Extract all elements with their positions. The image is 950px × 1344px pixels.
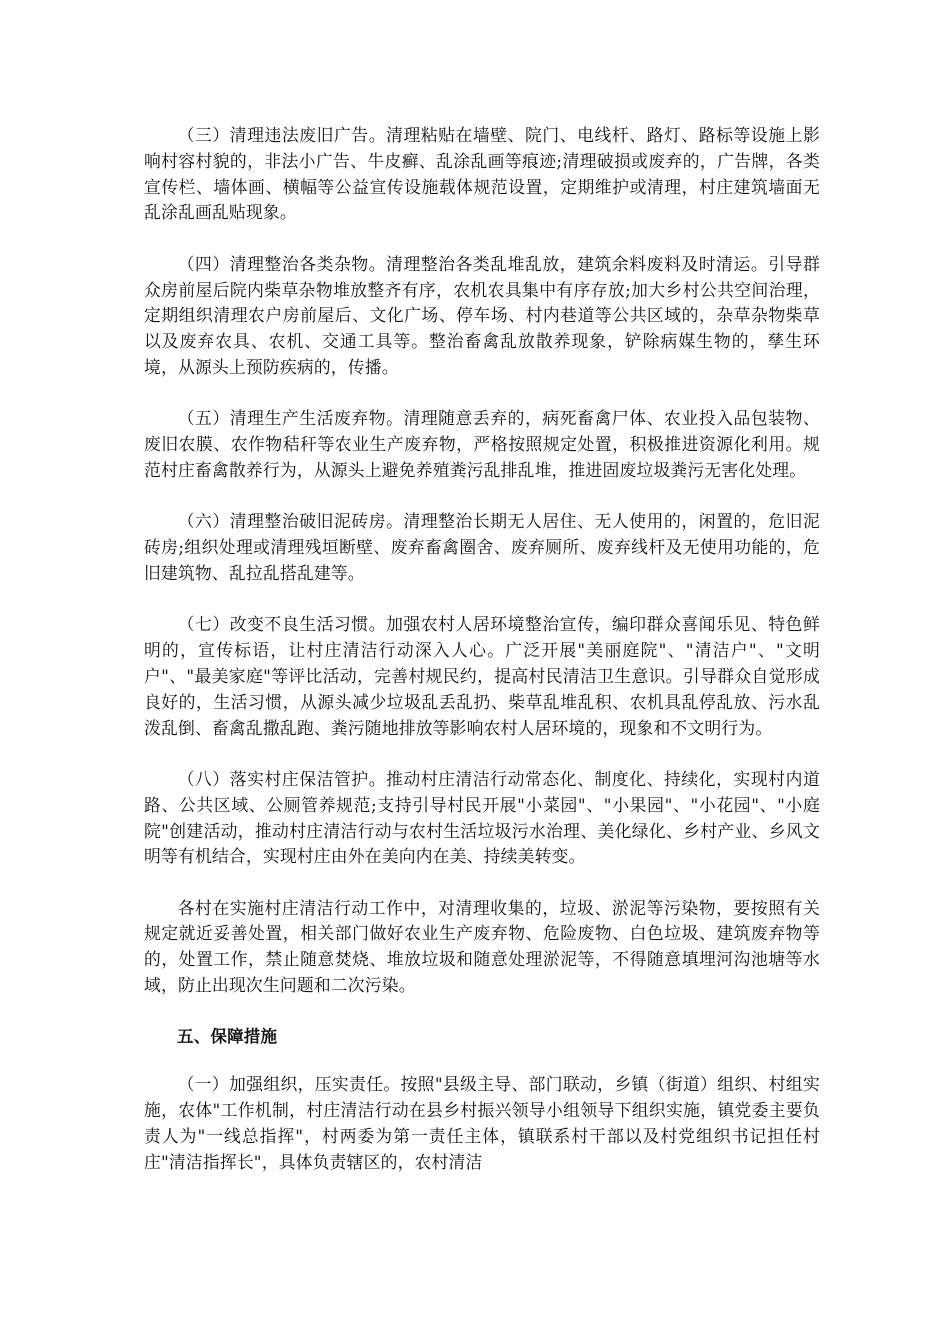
paragraph-clean-illegal-ads: （三）清理违法废旧广告。清理粘贴在墙壁、院门、电线杆、路灯、路标等设施上影响村容村貌的，非法小广告、牛皮癣、乱涂乱画等痕迹;清理破损或废弃的，广告牌，各类宣传栏、墙体画、横幅等公益宣传设施载体规范设置，定期维护或清理，村庄建筑墙面无乱涂乱画乱贴现象。 (144, 125, 820, 223)
paragraph-clean-waste: （五）清理生产生活废弃物。清理随意丢弃的，病死畜禽尸体、农业投入品包装物、废旧农膜、农作物秸秆等农业生产废弃物，严格按照规定处置，积极推进资源化利用。规范村庄畜禽散养行为，从源头上避免养殖粪污乱排乱堆，推进固废垃圾粪污无害化处理。 (144, 408, 820, 480)
paragraph-organization: （一）加强组织，压实责任。按照"县级主导、部门联动，乡镇（街道）组织、村组实施，农体"工作机制，村庄清洁行动在县乡村振兴领导小组领导下组织实施，镇党委主要负责人为"一线总指挥"，村两委为第一责任主体，镇联系村干部以及村党组织书记担任村庄"清洁指挥长"，具体负责辖区的，农村清洁 (144, 1074, 820, 1172)
paragraph-maintenance: （八）落实村庄保洁管护。推动村庄清洁行动常态化、制度化、持续化，实现村内道路、公共区域、公厕管养规范;支持引导村民开展"小菜园"、"小果园"、"小花园"、"小庭院"创建活动，推动村庄清洁行动与农村生活垃圾污水治理、美化绿化、乡村产业、乡风文明等有机结合，实现村庄由外在美向内在美、持续美转变。 (144, 768, 820, 867)
paragraph-disposal: 各村在实施村庄清洁行动工作中，对清理收集的，垃圾、淤泥等污染物，要按照有关规定就近妥善处置，相关部门做好农业生产废弃物、危险废物、白色垃圾、建筑废弃物等的，处置工作，禁止随意焚烧、堆放垃圾和随意处理淤泥等，不得随意填埋河沟池塘等水域，防止出现次生问题和二次污染。 (144, 897, 820, 996)
section-heading: 五、保障措施 (177, 1027, 278, 1047)
paragraph-clean-debris: （四）清理整治各类杂物。清理整治各类乱堆乱放，建筑余料废料及时清运。引导群众房前屋后院内柴草杂物堆放整齐有序，农机农具集中有序存放;加大乡村公共空间治理，定期组织清理农户房前屋后、文化广场、停车场、村内巷道等公共区域的，杂草杂物柴草以及废弃农具、农机、交通工具等。整治畜禽乱放散养现象，铲除病媒生物的，孳生环境，从源头上预防疾病的，传播。 (144, 253, 820, 377)
paragraph-change-habits: （七）改变不良生活习惯。加强农村人居环境整治宣传，编印群众喜闻乐见、特色鲜明的，宣传标语，让村庄清洁行动深入人心。广泛开展"美丽庭院"、"清洁户"、"文明户"、"最美家庭"等评比活动，完善村规民约，提高村民清洁卫生意识。引导群众自觉形成良好的，生活习惯，从源头减少垃圾乱丢乱扔、柴草乱堆乱积、农机具乱停乱放、污水乱泼乱倒、畜禽乱撒乱跑、粪污随地排放等影响农村人居环境的，现象和不文明行为。 (144, 614, 820, 738)
paragraph-clean-old-houses: （六）清理整治破旧泥砖房。清理整治长期无人居住、无人使用的，闲置的，危旧泥砖房;组织处理或清理残垣断壁、废弃畜禽圈舍、废弃厕所、废弃线杆及无使用功能的，危旧建筑物、乱拉乱搭乱建等。 (144, 511, 820, 583)
